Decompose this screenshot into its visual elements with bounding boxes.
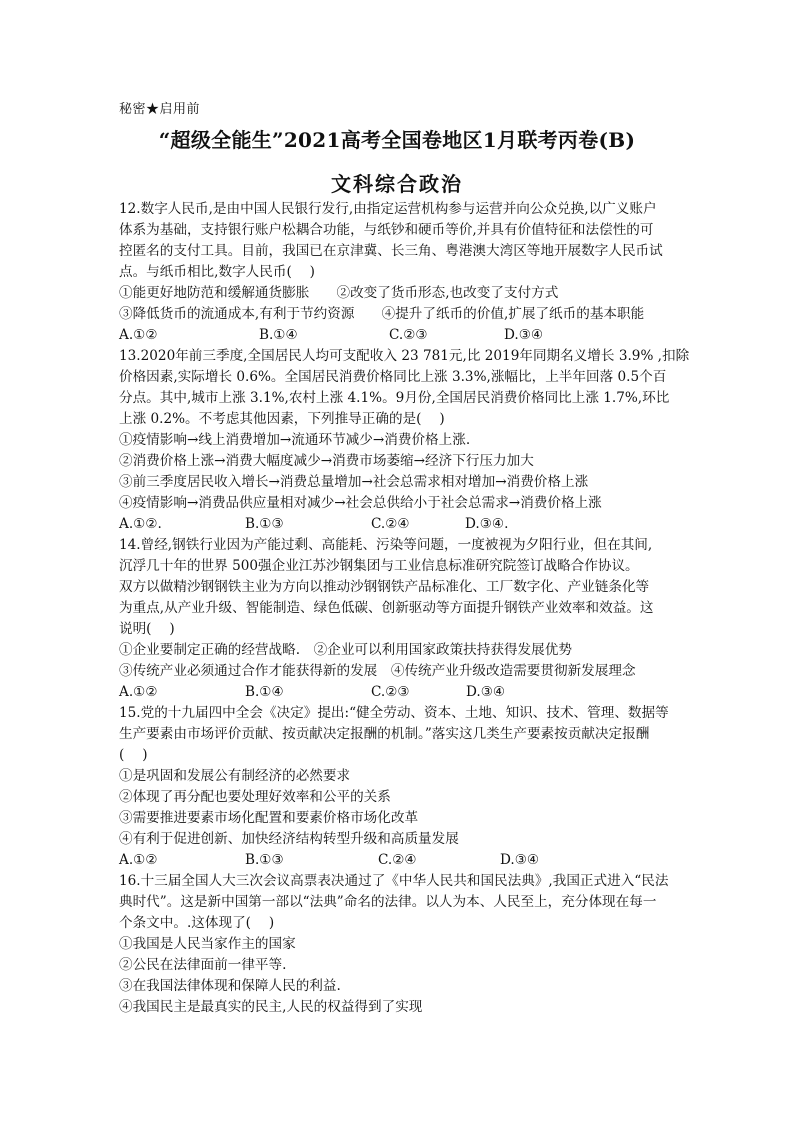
exam-title: “超级全能生”2021高考全国卷地区1月联考丙卷(B): [158, 128, 636, 152]
question-item: ①我国是人民当家作主的国家: [119, 936, 296, 952]
question-item: ①企业要制定正确的经营战略. ②企业可以利用国家政策扶持获得发展优势: [119, 642, 572, 658]
question-16: [119, 871, 679, 1018]
question-stem-line: 价格因素,实际增长 0.6%。全国居民消费价格同比上涨 3.3%,涨幅比，上半年回落 0.5个百: [119, 369, 667, 385]
question-stem-line: 12.数字人民币,是由中国人民银行发行,由指定运营机构参与运营并向公众兑换,以广义账户: [119, 201, 657, 217]
question-item: ①疫情影响→线上消费增加→流通环节减少→消费价格上涨.: [119, 432, 471, 448]
question-13: [119, 346, 690, 535]
question-item: ③需要推进要素市场化配置和要素价格市场化改革: [119, 810, 419, 826]
question-stem-line: 生产要素由市场评价贡献、按贡献决定报酬的机制。”落实这几类生产要素按贡献决定报酬: [119, 726, 650, 742]
question-stem-line: 个条文中。.这体现了( ): [119, 915, 275, 931]
question-stem-line: 14.曾经,钢铁行业因为产能过剩、高能耗、污染等问题，一度被视为夕阳行业，但在其间,: [119, 537, 653, 553]
question-stem-line: ( ): [119, 747, 148, 763]
answer-option-d: D.③④: [500, 852, 540, 868]
question-item: ④有利于促进创新、加快经济结构转型升级和高质量发展: [119, 831, 459, 847]
answer-option-d: D.③④: [504, 327, 544, 343]
question-stem-line: 点。与纸币相比,数字人民币( ): [119, 264, 315, 280]
answer-option-c: C.②④: [371, 516, 410, 532]
confidential-label: 秘密★启用前: [119, 102, 201, 117]
answer-option-b: B.①④: [245, 684, 284, 700]
question-15: [119, 703, 679, 871]
question-item: ①是巩固和发展公有制经济的必然要求: [119, 768, 351, 784]
question-item: ②体现了再分配也要处理好效率和公平的关系: [119, 789, 391, 805]
question-item: ④疫情影响→消费品供应量相对减少→社会总供给小于社会总需求→消费价格上涨: [119, 495, 602, 511]
answer-option-b: B.①③: [245, 516, 284, 532]
question-stem-line: 控匿名的支付工具。目前，我国已在京津冀、长三角、粤港澳大湾区等地开展数字人民币试: [119, 243, 663, 259]
exam-subtitle: 文科综合政治: [331, 172, 463, 196]
question-stem-line: 沉浮几十年的世界 500强企业江苏沙钢集团与工业信息标准研究院签订战略合作协议。: [119, 558, 639, 574]
question-stem-line: 典时代”。这是新中国第一部以“法典”命名的法律。以人为本、人民至上，充分体现在每一: [119, 894, 657, 910]
answer-option-c: C.②③: [371, 684, 410, 700]
question-12: [119, 199, 679, 346]
question-item: ②消费价格上涨→消费大幅度减少→消费市场萎缩→经济下行压力加大: [119, 453, 534, 469]
answer-options: [119, 850, 679, 871]
answer-option-a: A.①②: [119, 327, 158, 343]
question-14: [119, 535, 679, 703]
question-item: ③传统产业必须通过合作才能获得新的发展 ④传统产业升级改造需要贯彻新发展理念: [119, 663, 636, 679]
question-stem-line: 16.十三届全国人大三次会议高票表决通过了《中华人民共和国民法典》,我国正式进入“民法: [119, 873, 669, 889]
question-item: ③降低货币的流通成本,有利于节约资源 ④提升了纸币的价值,扩展了纸币的基本职能: [119, 306, 645, 322]
question-stem-line: 13.2020年前三季度,全国居民人均可支配收入 23 781元,比 2019年同期名义增长 3.9% ,扣除: [119, 348, 690, 364]
answer-option-a: A.①②: [119, 852, 158, 868]
question-stem-line: 分点。其中,城市上涨 3.1%,农村上涨 4.1%。9月份,全国居民消费价格同比上涨 1.7%,环比: [119, 390, 670, 406]
questions-body: [119, 199, 690, 1018]
question-stem-line: 体系为基础，支持银行账户松耦合功能，与纸钞和硬币等价,并具有价值特征和法偿性的可: [119, 222, 654, 238]
question-stem-line: 上涨 0.2%。不考虑其他因素，下列推导正确的是( ): [119, 411, 445, 427]
answer-option-b: B.①③: [245, 852, 284, 868]
answer-options: [119, 514, 679, 535]
answer-option-c: C.②④: [378, 852, 417, 868]
answer-option-a: A.①②.: [119, 516, 162, 532]
question-stem-line: 为重点,从产业升级、智能制造、绿色低碳、创新驱动等方面提升钢铁产业效率和效益。这: [119, 600, 654, 616]
question-stem-line: 15.党的十九届四中全会《决定》提出:“健全劳动、资本、土地、知识、技术、管理、数据等: [119, 705, 669, 721]
question-item: ③前三季度居民收入增长→消费总量增加→社会总需求相对增加→消费价格上涨: [119, 474, 589, 490]
answer-options: [119, 325, 679, 346]
question-item: ③在我国法律体现和保障人民的利益.: [119, 978, 341, 994]
answer-option-a: A.①②: [119, 684, 158, 700]
answer-option-b: B.①④: [259, 327, 298, 343]
question-item: ②公民在法律面前一律平等.: [119, 957, 287, 973]
question-item: ④我国民主是最真实的民主,人民的权益得到了实现: [119, 999, 423, 1015]
answer-option-d: D.③④.: [465, 516, 509, 532]
question-stem-line: 双方以做精沙钢钢铁主业为方向以推动沙钢钢铁产品标准化、工厂数字化、产业链条化等: [119, 579, 650, 595]
question-item: ①能更好地防范和缓解通货膨胀 ②改变了货币形态,也改变了支付方式: [119, 285, 559, 301]
answer-option-d: D.③④: [466, 684, 506, 700]
answer-options: [119, 682, 679, 703]
answer-option-c: C.②③: [389, 327, 428, 343]
question-stem-line: 说明( ): [119, 621, 175, 637]
